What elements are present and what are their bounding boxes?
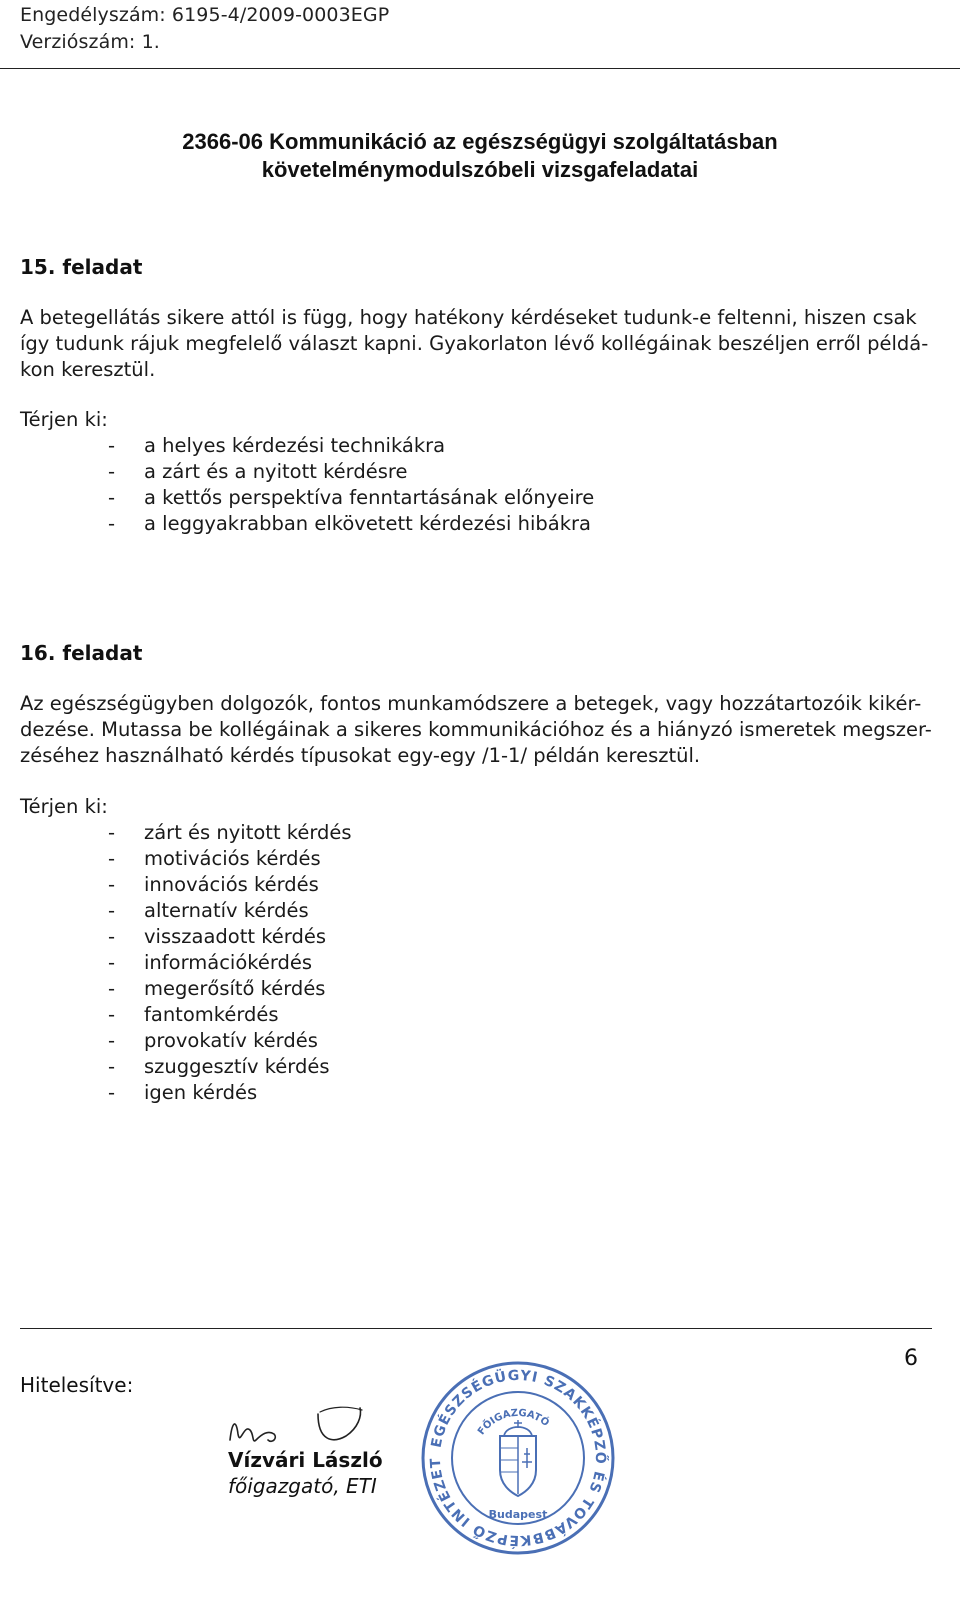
list-item-text: a helyes kérdezési technikákra [144,434,446,457]
task-15-sub-label: Térjen ki: [20,408,108,431]
document-title-line-1: 2366-06 Kommunikáció az egészségügyi szolgáltatásban [182,129,778,154]
task-15-heading: 15. feladat [20,255,143,279]
stamp-city-text: Budapest [488,1508,548,1521]
document-title-line-2: követelménymodulszóbeli vizsgafeladatai [261,157,699,182]
bullet-dash: - [108,977,116,1000]
bullet-dash: - [108,1029,116,1052]
list-item [0,846,352,872]
list-item-text: motivációs kérdés [144,847,321,870]
list-item [0,1054,352,1080]
bullet-dash: - [108,512,116,535]
stamp-inner-text: FŐIGAZGATÓ [476,1407,551,1438]
list-item-text: innovációs kérdés [144,873,319,896]
bullet-dash: - [108,434,116,457]
list-item [0,1002,352,1028]
paragraph-line: zéséhez használható kérdés típusokat egy-egy /1-1/ példán keresztül. [20,744,701,767]
list-item-text: információkérdés [144,951,313,974]
list-item-text: visszaadott kérdés [144,925,327,948]
task-15-paragraph [20,305,940,383]
bullet-dash: - [108,486,116,509]
list-item-text: fantomkérdés [144,1003,279,1026]
paragraph-line: A betegellátás sikere attól is függ, hogy hatékony kérdéseket tudunk-e feltenni, hiszen csak [20,306,917,329]
list-item-text: provokatív kérdés [144,1029,318,1052]
bullet-dash: - [108,821,116,844]
list-item [0,459,594,485]
license-number: Engedélyszám: 6195-4/2009-0003EGP [20,4,390,26]
list-item [0,1028,352,1054]
list-item [0,976,352,1002]
page-number: 6 [904,1346,918,1371]
list-item-text: zárt és nyitott kérdés [144,821,352,844]
bullet-dash: - [108,1081,116,1104]
paragraph-line: dezése. Mutassa be kollégáinak a sikeres kommunikációhoz és a hiányzó ismeretek megszer- [20,718,932,741]
bullet-dash: - [108,899,116,922]
bullet-dash: - [108,951,116,974]
list-item-text: a kettős perspektíva fenntartásának előnyeire [144,486,595,509]
list-item [0,1080,352,1106]
list-item [0,924,352,950]
signer-name: Vízvári László [228,1448,383,1472]
list-item-text: a leggyakrabban elkövetett kérdezési hibákra [144,512,591,535]
coat-of-arms-icon [500,1420,536,1496]
paragraph-line: kon keresztül. [20,358,156,381]
list-item [0,898,352,924]
stamp-outer-text: EGÉSZSÉGÜGYI SZAKKÉPZŐ ÉS TOVÁBBKÉPZŐ INTÉZET [427,1367,609,1549]
document-title [0,128,960,184]
paragraph-line: így tudunk rájuk megfelelő választ kapni. Gyakorlaton lévő kollégáinak beszéljen erről példá- [20,332,929,355]
list-item [0,872,352,898]
list-item-text: igen kérdés [144,1081,258,1104]
bullet-dash: - [108,847,116,870]
list-item [0,950,352,976]
list-item-text: alternatív kérdés [144,899,309,922]
bullet-dash: - [108,1003,116,1026]
page-header [0,0,960,69]
task-16-heading: 16. feladat [20,641,143,665]
signer-title: főigazgató, ETI [228,1474,377,1498]
task-16-bullet-list [0,820,352,1106]
list-item [0,485,594,511]
bullet-dash: - [108,460,116,483]
list-item-text: a zárt és a nyitott kérdésre [144,460,408,483]
official-stamp [418,1358,618,1558]
task-16-paragraph [20,691,940,769]
version-number: Verziószám: 1. [20,31,160,53]
bullet-dash: - [108,925,116,948]
list-item [0,511,594,537]
list-item [0,433,594,459]
bullet-dash: - [108,873,116,896]
paragraph-line: Az egészségügyben dolgozók, fontos munkamódszere a betegek, vagy hozzátartozóik kikér- [20,692,922,715]
list-item [0,820,352,846]
list-item-text: megerősítő kérdés [144,977,326,1000]
footer-divider [20,1328,932,1329]
task-16-sub-label: Térjen ki: [20,795,108,818]
list-item-text: szuggesztív kérdés [144,1055,330,1078]
certified-label: Hitelesítve: [20,1373,134,1397]
task-15-bullet-list [0,433,594,537]
bullet-dash: - [108,1055,116,1078]
